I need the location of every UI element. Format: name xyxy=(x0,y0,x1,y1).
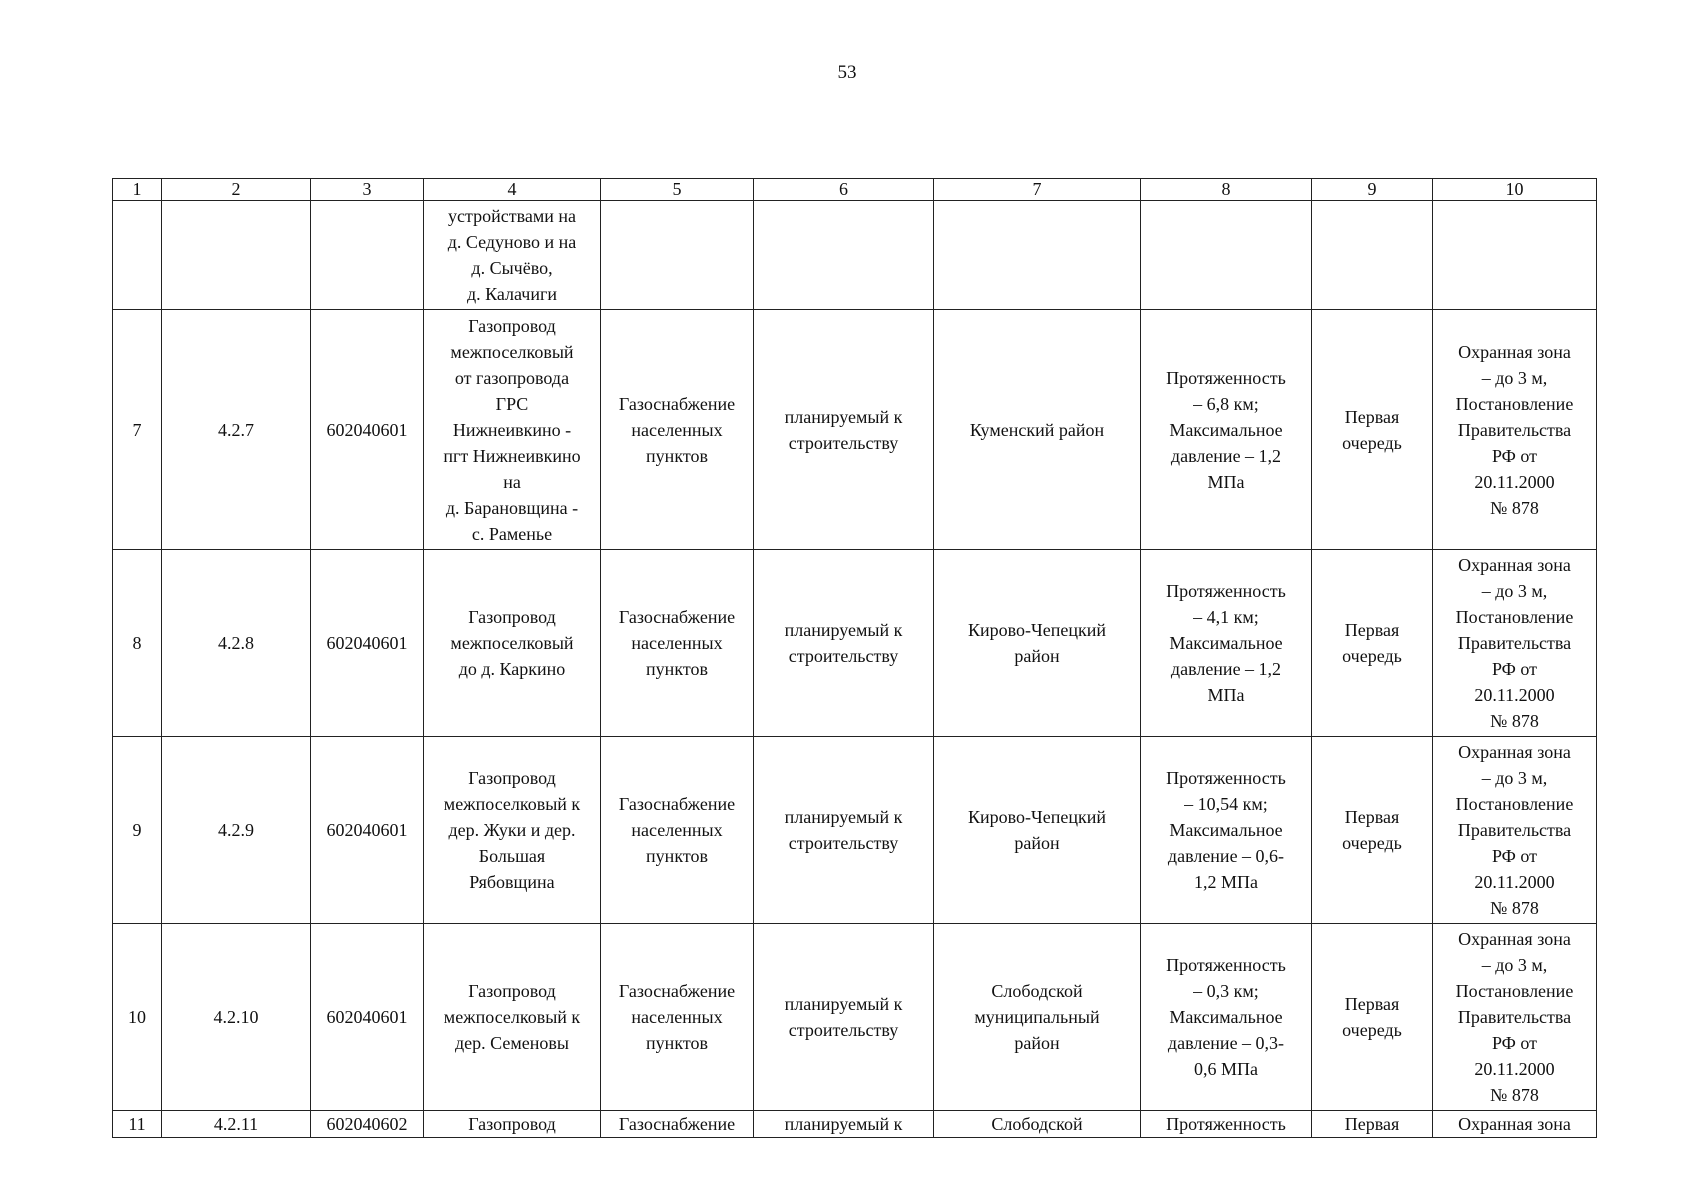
table-row xyxy=(113,550,1597,737)
table-cell xyxy=(1312,201,1433,310)
location-cell: Кирово-Чепецкий район xyxy=(934,550,1141,737)
object-name-cell: Газопровод xyxy=(424,1111,601,1138)
column-number: 10 xyxy=(1433,179,1597,201)
stage-cell: Первая очередь xyxy=(1312,737,1433,924)
characteristics-cell: Протяженность – 10,54 км; Максимальное давление – 0,6- 1,2 МПа xyxy=(1141,737,1312,924)
table-cell xyxy=(162,201,311,310)
status-cell: планируемый к строительству xyxy=(754,550,934,737)
table-row xyxy=(113,1111,1597,1138)
zone-cell: Охранная зона – до 3 м, Постановление Правительства РФ от 20.11.2000 № 878 xyxy=(1433,310,1597,550)
object-code-cell: 602040602 xyxy=(311,1111,424,1138)
location-cell: Слободской xyxy=(934,1111,1141,1138)
row-number-cell: 11 xyxy=(113,1111,162,1138)
status-cell: планируемый к строительству xyxy=(754,924,934,1111)
characteristics-cell: Протяженность – 6,8 км; Максимальное давление – 1,2 МПа xyxy=(1141,310,1312,550)
zone-cell: Охранная зона xyxy=(1433,1111,1597,1138)
location-cell: Слободской муниципальный район xyxy=(934,924,1141,1111)
item-code-cell: 4.2.7 xyxy=(162,310,311,550)
column-number: 5 xyxy=(601,179,754,201)
item-code-cell: 4.2.9 xyxy=(162,737,311,924)
column-number-row xyxy=(113,179,1597,201)
item-code-cell: 4.2.8 xyxy=(162,550,311,737)
status-cell: планируемый к xyxy=(754,1111,934,1138)
infrastructure-table xyxy=(112,178,1597,1138)
characteristics-cell: Протяженность – 4,1 км; Максимальное давление – 1,2 МПа xyxy=(1141,550,1312,737)
status-cell: планируемый к строительству xyxy=(754,310,934,550)
row-number-cell: 10 xyxy=(113,924,162,1111)
purpose-cell: Газоснабжение населенных пунктов xyxy=(601,550,754,737)
stage-cell: Первая xyxy=(1312,1111,1433,1138)
object-code-cell: 602040601 xyxy=(311,550,424,737)
object-name-cell: Газопровод межпоселковый до д. Каркино xyxy=(424,550,601,737)
object-name-cell: Газопровод межпоселковый к дер. Семеновы xyxy=(424,924,601,1111)
row-number-cell: 9 xyxy=(113,737,162,924)
object-name-cell: Газопровод межпоселковый от газопровода ГРС Нижнеивкино - пгт Нижнеивкино на д. Барановщина - с. Раменье xyxy=(424,310,601,550)
column-number: 8 xyxy=(1141,179,1312,201)
zone-cell: Охранная зона – до 3 м, Постановление Правительства РФ от 20.11.2000 № 878 xyxy=(1433,550,1597,737)
zone-cell: Охранная зона – до 3 м, Постановление Правительства РФ от 20.11.2000 № 878 xyxy=(1433,737,1597,924)
characteristics-cell: Протяженность – 0,3 км; Максимальное давление – 0,3- 0,6 МПа xyxy=(1141,924,1312,1111)
continuation-row xyxy=(113,201,1597,310)
characteristics-cell: Протяженность xyxy=(1141,1111,1312,1138)
column-number: 7 xyxy=(934,179,1141,201)
location-cell: Куменский район xyxy=(934,310,1141,550)
object-code-cell: 602040601 xyxy=(311,924,424,1111)
table-cell xyxy=(601,201,754,310)
purpose-cell: Газоснабжение населенных пунктов xyxy=(601,924,754,1111)
table-cell xyxy=(1141,201,1312,310)
stage-cell: Первая очередь xyxy=(1312,550,1433,737)
stage-cell: Первая очередь xyxy=(1312,924,1433,1111)
table-cell xyxy=(934,201,1141,310)
table-cell xyxy=(311,201,424,310)
row-number-cell: 7 xyxy=(113,310,162,550)
table-cell xyxy=(113,201,162,310)
object-name-cell: Газопровод межпоселковый к дер. Жуки и дер. Большая Рябовщина xyxy=(424,737,601,924)
item-code-cell: 4.2.10 xyxy=(162,924,311,1111)
purpose-cell: Газоснабжение xyxy=(601,1111,754,1138)
column-number: 2 xyxy=(162,179,311,201)
column-number: 1 xyxy=(113,179,162,201)
purpose-cell: Газоснабжение населенных пунктов xyxy=(601,737,754,924)
column-number: 4 xyxy=(424,179,601,201)
column-number: 6 xyxy=(754,179,934,201)
table-row xyxy=(113,737,1597,924)
object-code-cell: 602040601 xyxy=(311,310,424,550)
page-number: 53 xyxy=(837,62,857,83)
row-number-cell: 8 xyxy=(113,550,162,737)
table-cell xyxy=(754,201,934,310)
table-row xyxy=(113,924,1597,1111)
stage-cell: Первая очередь xyxy=(1312,310,1433,550)
object-code-cell: 602040601 xyxy=(311,737,424,924)
location-cell: Кирово-Чепецкий район xyxy=(934,737,1141,924)
table-row xyxy=(113,310,1597,550)
zone-cell: Охранная зона – до 3 м, Постановление Правительства РФ от 20.11.2000 № 878 xyxy=(1433,924,1597,1111)
purpose-cell: Газоснабжение населенных пунктов xyxy=(601,310,754,550)
object-name-cell: устройствами на д. Седуново и на д. Сычёво, д. Калачиги xyxy=(424,201,601,310)
status-cell: планируемый к строительству xyxy=(754,737,934,924)
column-number: 3 xyxy=(311,179,424,201)
table-cell xyxy=(1433,201,1597,310)
item-code-cell: 4.2.11 xyxy=(162,1111,311,1138)
column-number: 9 xyxy=(1312,179,1433,201)
